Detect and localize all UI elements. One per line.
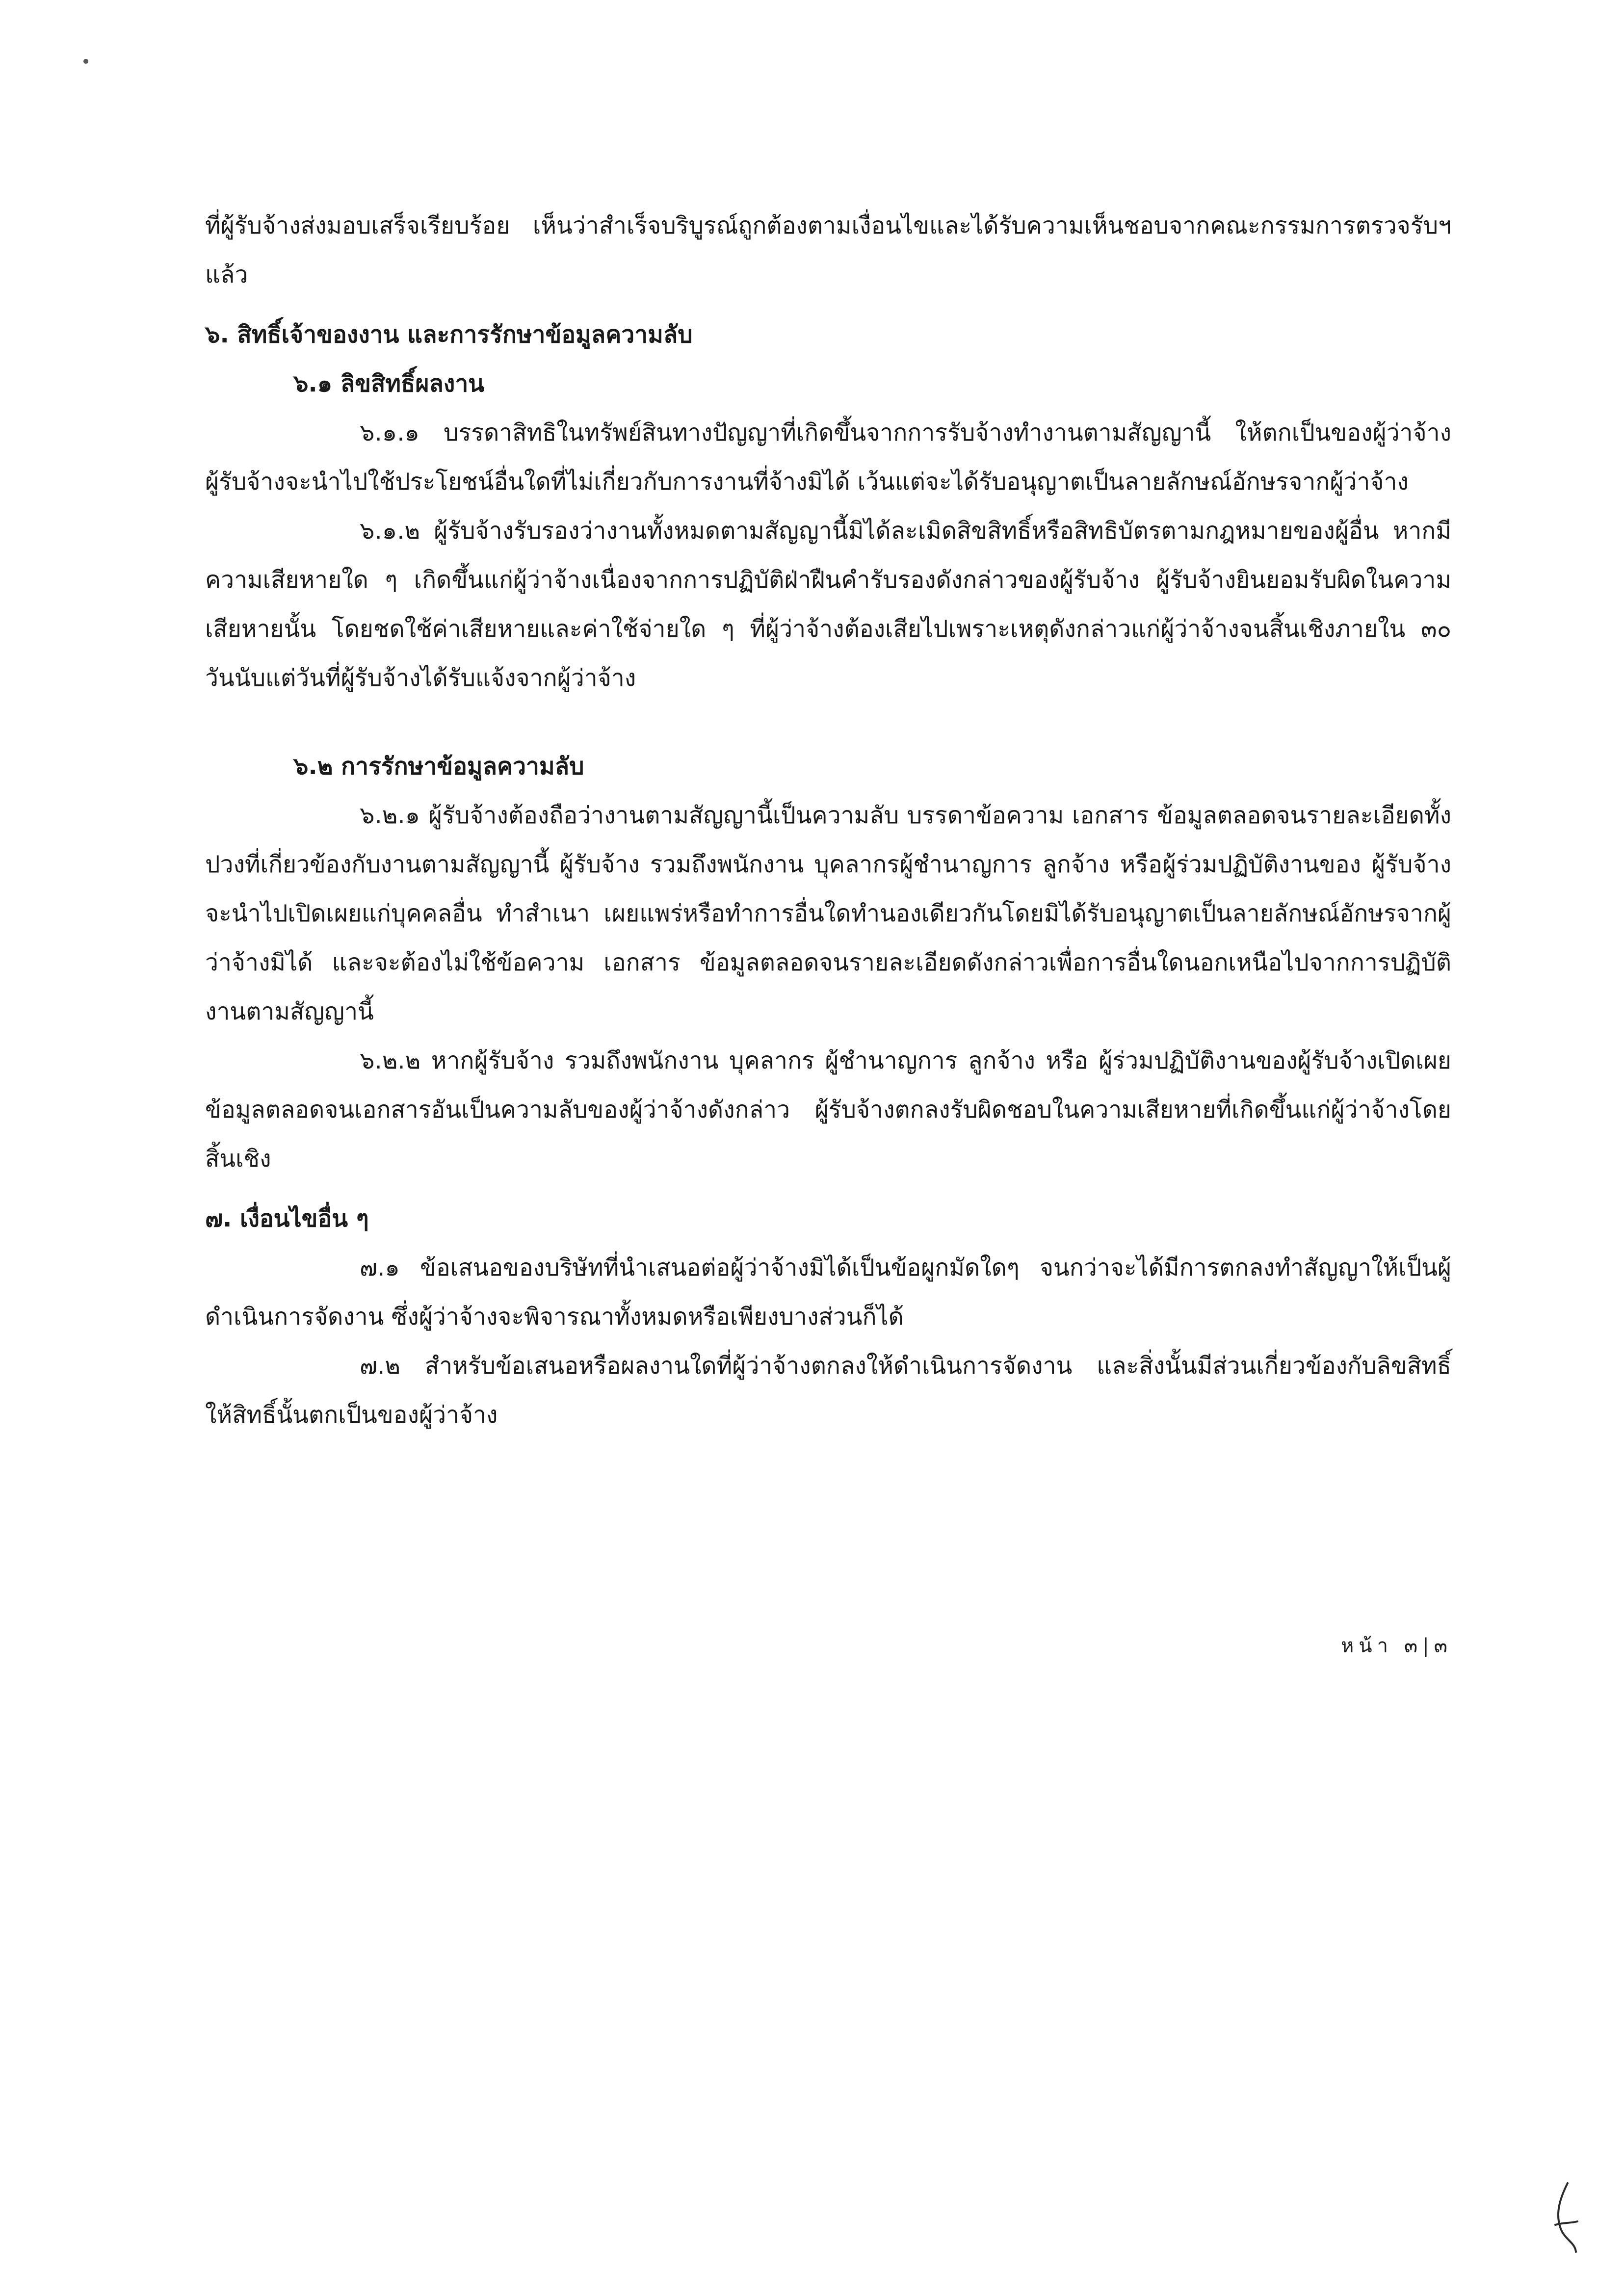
section-6-heading: ๖. สิทธิ์เจ้าของงาน และการรักษาข้อมูลความลับ (205, 321, 693, 348)
scan-mark (82, 58, 89, 65)
signature-mark (1541, 2178, 1585, 2257)
page-number: หน้า ๓|๓ (1340, 1635, 1452, 1657)
section-7-heading: ๗. เงื่อนไขอื่น ๆ (205, 1205, 369, 1232)
clause-6-1-2: ๖.๑.๒ ผู้รับจ้างรับรองว่างานทั้งหมดตามสัญญานี้มิได้ละเมิดสิขสิทธิ์หรือสิทธิบัตรตามกฎหมายของผู้อื่น หากมีความเสียหายใด ๆ เกิดขึ้นแก่ผู้ว่าจ้างเนื่องจากการปฏิบัติฝ่าฝืนคำรับรองดังกล่าวของผู้รับจ้าง ผู้รับจ้างยินยอมรับผิดในความเสียหายนั้น โดยชดใช้ค่าเสียหายและค่าใช้จ่ายใด ๆ ที่ผู้ว่าจ้างต้องเสียไปเพราะเหตุดังกล่าวแก่ผู้ว่าจ้างจนสิ้นเชิงภายใน ๓๐ วันนับแต่วันที่ผู้รับจ้างได้รับแจ้งจากผู้ว่าจ้าง (205, 517, 1451, 692)
clause-7-2: ๗.๒ สำหรับข้อเสนอหรือผลงานใดที่ผู้ว่าจ้างตกลงให้ดำเนินการจัดงาน และสิ่งนั้นมีส่วนเกี่ยวข้องกับลิขสิทธิ์ ให้สิทธิ์นั้นตกเป็นของผู้ว่าจ้าง (205, 1352, 1451, 1429)
continuation-paragraph: ที่ผู้รับจ้างส่งมอบเสร็จเรียบร้อย เห็นว่าสำเร็จบริบูรณ์ถูกต้องตามเงื่อนไขและได้รับความเห็นชอบจากคณะกรรมการตรวจรับฯ แล้ว (205, 212, 1451, 288)
section-6-1-heading: ๖.๑ ลิขสิทธิ์ผลงาน (293, 370, 485, 397)
clause-7-1: ๗.๑ ข้อเสนอของบริษัทที่นำเสนอต่อผู้ว่าจ้างมิได้เป็นข้อผูกมัดใดๆ จนกว่าจะได้มีการตกลงทำสัญญาให้เป็นผู้ดำเนินการจัดงาน ซึ่งผู้ว่าจ้างจะพิจารณาทั้งหมดหรือเพียงบางส่วนก็ได้ (205, 1254, 1451, 1331)
clause-6-2-1: ๖.๒.๑ ผู้รับจ้างต้องถือว่างานตามสัญญานี้เป็นความลับ บรรดาข้อความ เอกสาร ข้อมูลตลอดจนรายละเอียดทั้งปวงที่เกี่ยวข้องกับงานตามสัญญานี้ ผู้รับจ้าง รวมถึงพนักงาน บุคลากรผู้ชำนาญการ ลูกจ้าง หรือผู้ร่วมปฏิบัติงานของ ผู้รับจ้างจะนำไปเปิดเผยแก่บุคคลอื่น ทำสำเนา เผยแพร่หรือทำการอื่นใดทำนองเดียวกันโดยมิได้รับอนุญาตเป็นลายลักษณ์อักษรจากผู้ว่าจ้างมิได้ และจะต้องไม่ใช้ข้อความ เอกสาร ข้อมูลตลอดจนรายละเอียดดังกล่าวเพื่อการอื่นใดนอกเหนือไปจากการปฏิบัติงานตามสัญญานี้ (205, 802, 1451, 1025)
section-6-2-heading: ๖.๒ การรักษาข้อมูลความลับ (293, 753, 584, 780)
document-body (205, 201, 1451, 1439)
clause-6-1-1: ๖.๑.๑ บรรดาสิทธิในทรัพย์สินทางปัญญาที่เกิดขึ้นจากการรับจ้างทำงานตามสัญญานี้ ให้ตกเป็นของผู้ว่าจ้าง ผู้รับจ้างจะนำไปใช้ประโยชน์อื่นใดที่ไม่เกี่ยวกับการงานที่จ้างมิได้ เว้นแต่จะได้รับอนุญาตเป็นลายลักษณ์อักษรจากผู้ว่าจ้าง (205, 419, 1451, 496)
clause-6-2-2: ๖.๒.๒ หากผู้รับจ้าง รวมถึงพนักงาน บุคลากร ผู้ชำนาญการ ลูกจ้าง หรือ ผู้ร่วมปฏิบัติงานของผู้รับจ้างเปิดเผยข้อมูลตลอดจนเอกสารอันเป็นความลับของผู้ว่าจ้างดังกล่าว ผู้รับจ้างตกลงรับผิดชอบในความเสียหายที่เกิดขึ้นแก่ผู้ว่าจ้างโดยสิ้นเชิง (205, 1047, 1451, 1173)
